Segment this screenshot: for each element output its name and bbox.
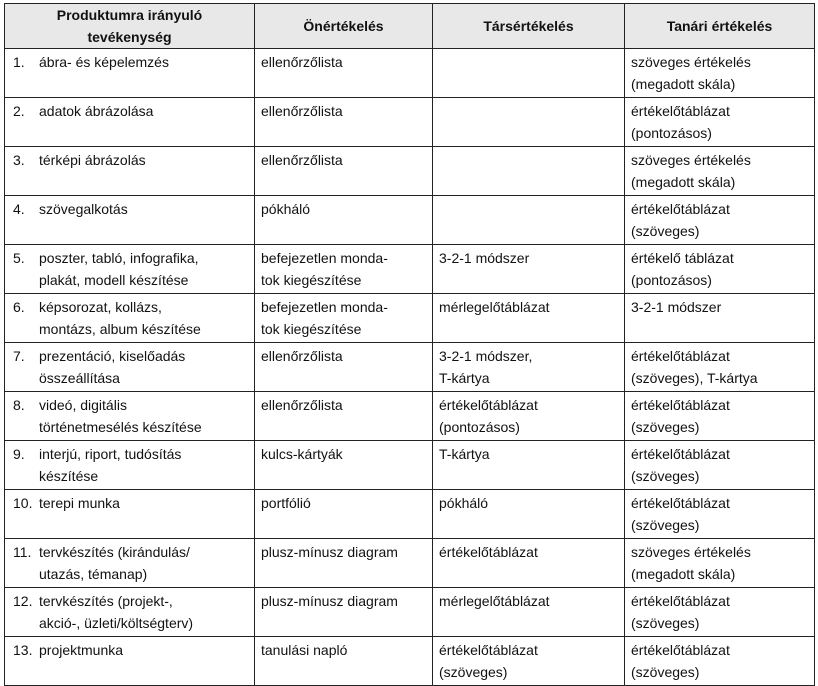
cell-text: portfólió bbox=[261, 495, 311, 511]
cell-activity bbox=[5, 392, 255, 441]
cell-text: befejezetlen monda- bbox=[261, 250, 388, 266]
cell-text: 3-2-1 módszer, bbox=[439, 348, 533, 364]
cell-text: ellenőrzőlista bbox=[261, 103, 343, 119]
activity-text: prezentáció, kiselőadás bbox=[39, 348, 186, 364]
row-number: 2. bbox=[13, 103, 25, 119]
cell-teacher-assessment bbox=[625, 98, 815, 147]
table-row bbox=[5, 637, 815, 686]
cell-teacher-assessment bbox=[625, 539, 815, 588]
header-self-assessment: Önértékelés bbox=[255, 4, 433, 49]
cell-teacher-assessment bbox=[625, 49, 815, 98]
row-number: 7. bbox=[13, 348, 25, 364]
cell-text: pókháló bbox=[261, 201, 311, 217]
activity-text: akció-, üzleti/költségterv) bbox=[39, 615, 194, 631]
cell-peer-assessment bbox=[433, 588, 625, 637]
cell-text: (megadott skála) bbox=[631, 566, 736, 582]
cell-text: (szöveges) bbox=[631, 664, 700, 680]
cell-text: értékelőtáblázat bbox=[439, 544, 538, 560]
cell-activity bbox=[5, 196, 255, 245]
table-header-row bbox=[5, 4, 815, 49]
cell-peer-assessment bbox=[433, 490, 625, 539]
cell-text: (szöveges) bbox=[631, 468, 700, 484]
cell-peer-assessment bbox=[433, 147, 625, 196]
cell-text: értékelőtáblázat bbox=[631, 201, 730, 217]
cell-activity bbox=[5, 490, 255, 539]
cell-activity bbox=[5, 343, 255, 392]
cell-teacher-assessment bbox=[625, 392, 815, 441]
cell-text: mérlegelőtáblázat bbox=[439, 299, 550, 315]
cell-text: T-kártya bbox=[439, 370, 490, 386]
cell-text: kulcs-kártyák bbox=[261, 446, 343, 462]
row-number: 10. bbox=[13, 495, 33, 511]
cell-activity bbox=[5, 245, 255, 294]
cell-teacher-assessment bbox=[625, 196, 815, 245]
cell-peer-assessment bbox=[433, 196, 625, 245]
table-row bbox=[5, 539, 815, 588]
row-number: 8. bbox=[13, 397, 25, 413]
cell-teacher-assessment bbox=[625, 343, 815, 392]
table-row bbox=[5, 392, 815, 441]
cell-text: tanulási napló bbox=[261, 642, 348, 658]
cell-self-assessment bbox=[255, 490, 433, 539]
cell-activity bbox=[5, 147, 255, 196]
cell-self-assessment bbox=[255, 245, 433, 294]
cell-peer-assessment bbox=[433, 49, 625, 98]
cell-text: (szöveges) bbox=[631, 223, 700, 239]
table-row bbox=[5, 196, 815, 245]
cell-activity bbox=[5, 539, 255, 588]
activity-text: utazás, témanap) bbox=[39, 566, 148, 582]
activity-text: szövegalkotás bbox=[39, 201, 128, 217]
cell-text: (szöveges) bbox=[439, 664, 508, 680]
cell-text: értékelőtáblázat bbox=[439, 397, 538, 413]
cell-activity bbox=[5, 588, 255, 637]
cell-self-assessment bbox=[255, 539, 433, 588]
cell-text: értékelőtáblázat bbox=[631, 348, 730, 364]
cell-teacher-assessment bbox=[625, 294, 815, 343]
table-row bbox=[5, 147, 815, 196]
activity-text: plakát, modell készítése bbox=[39, 272, 189, 288]
cell-text: ellenőrzőlista bbox=[261, 54, 343, 70]
activity-text: interjú, riport, tudósítás bbox=[39, 446, 182, 462]
cell-text: (megadott skála) bbox=[631, 76, 736, 92]
cell-text: 3-2-1 módszer bbox=[439, 250, 530, 266]
cell-teacher-assessment bbox=[625, 637, 815, 686]
activity-text: összeállítása bbox=[39, 370, 120, 386]
row-number: 1. bbox=[13, 54, 25, 70]
cell-self-assessment bbox=[255, 147, 433, 196]
cell-self-assessment bbox=[255, 392, 433, 441]
cell-text: szöveges értékelés bbox=[631, 152, 751, 168]
cell-activity bbox=[5, 637, 255, 686]
activity-text: videó, digitális bbox=[39, 397, 127, 413]
cell-activity bbox=[5, 49, 255, 98]
cell-text: (pontozásos) bbox=[439, 419, 520, 435]
cell-self-assessment bbox=[255, 343, 433, 392]
cell-self-assessment bbox=[255, 98, 433, 147]
table-row bbox=[5, 588, 815, 637]
row-number: 5. bbox=[13, 250, 25, 266]
row-number: 13. bbox=[13, 642, 33, 658]
cell-teacher-assessment bbox=[625, 147, 815, 196]
row-number: 12. bbox=[13, 593, 33, 609]
cell-peer-assessment bbox=[433, 637, 625, 686]
cell-text: befejezetlen monda- bbox=[261, 299, 388, 315]
cell-text: (szöveges) bbox=[631, 615, 700, 631]
cell-text: értékelőtáblázat bbox=[631, 446, 730, 462]
row-number: 6. bbox=[13, 299, 25, 315]
table-row bbox=[5, 294, 815, 343]
activity-text: poszter, tabló, infografika, bbox=[39, 250, 199, 266]
document-page bbox=[4, 3, 814, 686]
cell-text: értékelőtáblázat bbox=[439, 642, 538, 658]
activity-text: térképi ábrázolás bbox=[39, 152, 146, 168]
cell-text: szöveges értékelés bbox=[631, 544, 751, 560]
cell-peer-assessment bbox=[433, 539, 625, 588]
cell-peer-assessment bbox=[433, 343, 625, 392]
cell-text: értékelőtáblázat bbox=[631, 495, 730, 511]
assessment-table bbox=[4, 3, 815, 686]
cell-text: (szöveges) bbox=[631, 517, 700, 533]
cell-activity bbox=[5, 294, 255, 343]
cell-text: 3-2-1 módszer bbox=[631, 299, 722, 315]
header-teacher-assessment: Tanári értékelés bbox=[625, 4, 815, 49]
activity-text: képsorozat, kollázs, bbox=[39, 299, 162, 315]
activity-text: adatok ábrázolása bbox=[39, 103, 154, 119]
cell-peer-assessment bbox=[433, 245, 625, 294]
cell-peer-assessment bbox=[433, 98, 625, 147]
cell-teacher-assessment bbox=[625, 245, 815, 294]
row-number: 9. bbox=[13, 446, 25, 462]
activity-text: terepi munka bbox=[39, 495, 120, 511]
cell-text: ellenőrzőlista bbox=[261, 152, 343, 168]
activity-text: történetmesélés készítése bbox=[39, 419, 202, 435]
cell-peer-assessment bbox=[433, 392, 625, 441]
table-row bbox=[5, 98, 815, 147]
cell-text: ellenőrzőlista bbox=[261, 348, 343, 364]
cell-peer-assessment bbox=[433, 294, 625, 343]
cell-teacher-assessment bbox=[625, 441, 815, 490]
cell-self-assessment bbox=[255, 49, 433, 98]
cell-text: T-kártya bbox=[439, 446, 490, 462]
cell-activity bbox=[5, 98, 255, 147]
cell-self-assessment bbox=[255, 294, 433, 343]
cell-text: (megadott skála) bbox=[631, 174, 736, 190]
cell-self-assessment bbox=[255, 637, 433, 686]
table-row bbox=[5, 343, 815, 392]
activity-text: montázs, album készítése bbox=[39, 321, 201, 337]
row-number: 4. bbox=[13, 201, 25, 217]
cell-teacher-assessment bbox=[625, 490, 815, 539]
activity-text: készítése bbox=[39, 468, 99, 484]
cell-text: plusz-mínusz diagram bbox=[261, 544, 398, 560]
activity-text: tervkészítés (projekt-, bbox=[39, 593, 173, 609]
cell-text: (pontozásos) bbox=[631, 272, 712, 288]
table-row bbox=[5, 245, 815, 294]
table-row bbox=[5, 441, 815, 490]
table-row bbox=[5, 49, 815, 98]
cell-text: szöveges értékelés bbox=[631, 54, 751, 70]
cell-text: tok kiegészítése bbox=[261, 272, 362, 288]
cell-self-assessment bbox=[255, 196, 433, 245]
cell-text: értékelőtáblázat bbox=[631, 642, 730, 658]
cell-text: mérlegelőtáblázat bbox=[439, 593, 550, 609]
cell-text: értékelőtáblázat bbox=[631, 103, 730, 119]
cell-text: plusz-mínusz diagram bbox=[261, 593, 398, 609]
activity-text: tervkészítés (kirándulás/ bbox=[39, 544, 190, 560]
cell-peer-assessment bbox=[433, 441, 625, 490]
cell-text: értékelőtáblázat bbox=[631, 397, 730, 413]
header-peer-assessment: Társértékelés bbox=[433, 4, 625, 49]
cell-text: ellenőrzőlista bbox=[261, 397, 343, 413]
header-activity: Produktumra irányuló tevékenység bbox=[5, 4, 255, 49]
cell-text: tok kiegészítése bbox=[261, 321, 362, 337]
row-number: 3. bbox=[13, 152, 25, 168]
cell-text: (szöveges), T-kártya bbox=[631, 370, 758, 386]
activity-text: ábra- és képelemzés bbox=[39, 54, 169, 70]
cell-text: értékelőtáblázat bbox=[631, 593, 730, 609]
activity-text: projektmunka bbox=[39, 642, 124, 658]
row-number: 11. bbox=[13, 544, 32, 560]
cell-text: pókháló bbox=[439, 495, 489, 511]
cell-text: értékelő táblázat bbox=[631, 250, 734, 266]
table-body bbox=[5, 49, 815, 686]
table-row bbox=[5, 490, 815, 539]
cell-teacher-assessment bbox=[625, 588, 815, 637]
cell-self-assessment bbox=[255, 588, 433, 637]
cell-text: (pontozásos) bbox=[631, 125, 712, 141]
cell-text: (szöveges) bbox=[631, 419, 700, 435]
cell-self-assessment bbox=[255, 441, 433, 490]
cell-activity bbox=[5, 441, 255, 490]
